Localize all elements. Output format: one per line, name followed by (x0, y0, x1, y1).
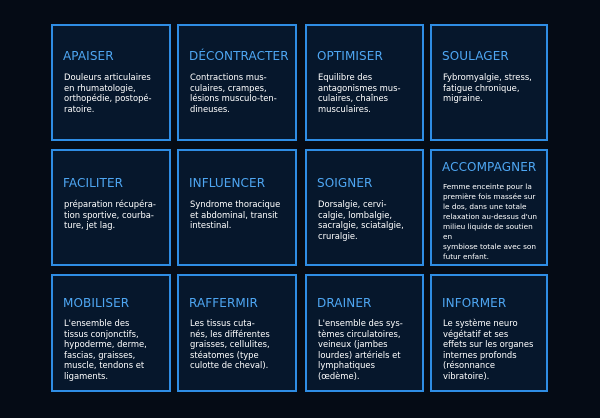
card-text: Equilibre des antagonismes mus- culaires, chaînes musculaires. (318, 72, 401, 114)
card-title: SOIGNER (317, 176, 373, 190)
card-mobiliser (51, 274, 171, 392)
card-text: Douleurs articulaires en rhumatologie, orthopédie, postopé- ratoire. (64, 72, 152, 114)
card-title: APAISER (63, 49, 114, 63)
card-title: OPTIMISER (317, 49, 383, 63)
card-text: Femme enceinte pour la première fois massée sur le dos, dans une totale relaxation au-dessus d'un milieu liquide de soutien en symbiose totale avec son futur enfant. (443, 182, 538, 261)
card-title: FACILITER (63, 176, 124, 190)
card-text: Le système neuro végétatif et ses effets sur les organes internes profonds (résonnance vibratoire). (443, 318, 534, 381)
card-influencer (177, 149, 297, 266)
card-title: INFLUENCER (189, 176, 266, 190)
card-drainer (305, 274, 424, 392)
card-apaiser (51, 24, 171, 141)
card-soulager (430, 24, 548, 141)
card-title: SOULAGER (442, 49, 509, 63)
card-text: Dorsalgie, cervi- calgie, lombalgie, sacralgie, sciatalgie, cruralgie. (318, 199, 404, 241)
card-title: DÉCONTRACTER (189, 49, 289, 63)
card-text: préparation récupéra- tion sportive, courba- ture, jet lag. (64, 199, 156, 231)
card-title: DRAINER (317, 296, 372, 310)
card-text: L'ensemble des sys- tèmes circulatoires, veineux (jambes lourdes) artériels et lymphatiques (œdème). (318, 318, 403, 381)
card-title: ACCOMPAGNER (442, 160, 537, 174)
card-accompagner (430, 149, 548, 266)
card-title: INFORMER (442, 296, 507, 310)
card-raffermir (177, 274, 297, 392)
card-title: MOBILISER (63, 296, 130, 310)
card-text: Syndrome thoracique et abdominal, transit intestinal. (190, 199, 281, 231)
card-text: Les tissus cuta- nés, les différentes graisses, cellulites, stéatomes (type culotte de cheval). (190, 318, 270, 371)
card-informer (430, 274, 548, 392)
card-text: L'ensemble des tissus conjonctifs, hypoderme, derme, fascias, graisses, muscle, tendons et ligaments. (64, 318, 147, 381)
card-decontracter (177, 24, 297, 141)
card-soigner (305, 149, 424, 266)
card-faciliter (51, 149, 171, 266)
card-text: Fybromyalgie, stress, fatigue chronique, migraine. (443, 72, 532, 104)
card-text: Contractions mus- culaires, crampes, lésions musculo-ten- dineuses. (190, 72, 277, 114)
card-title: RAFFERMIR (189, 296, 258, 310)
card-optimiser (305, 24, 424, 141)
